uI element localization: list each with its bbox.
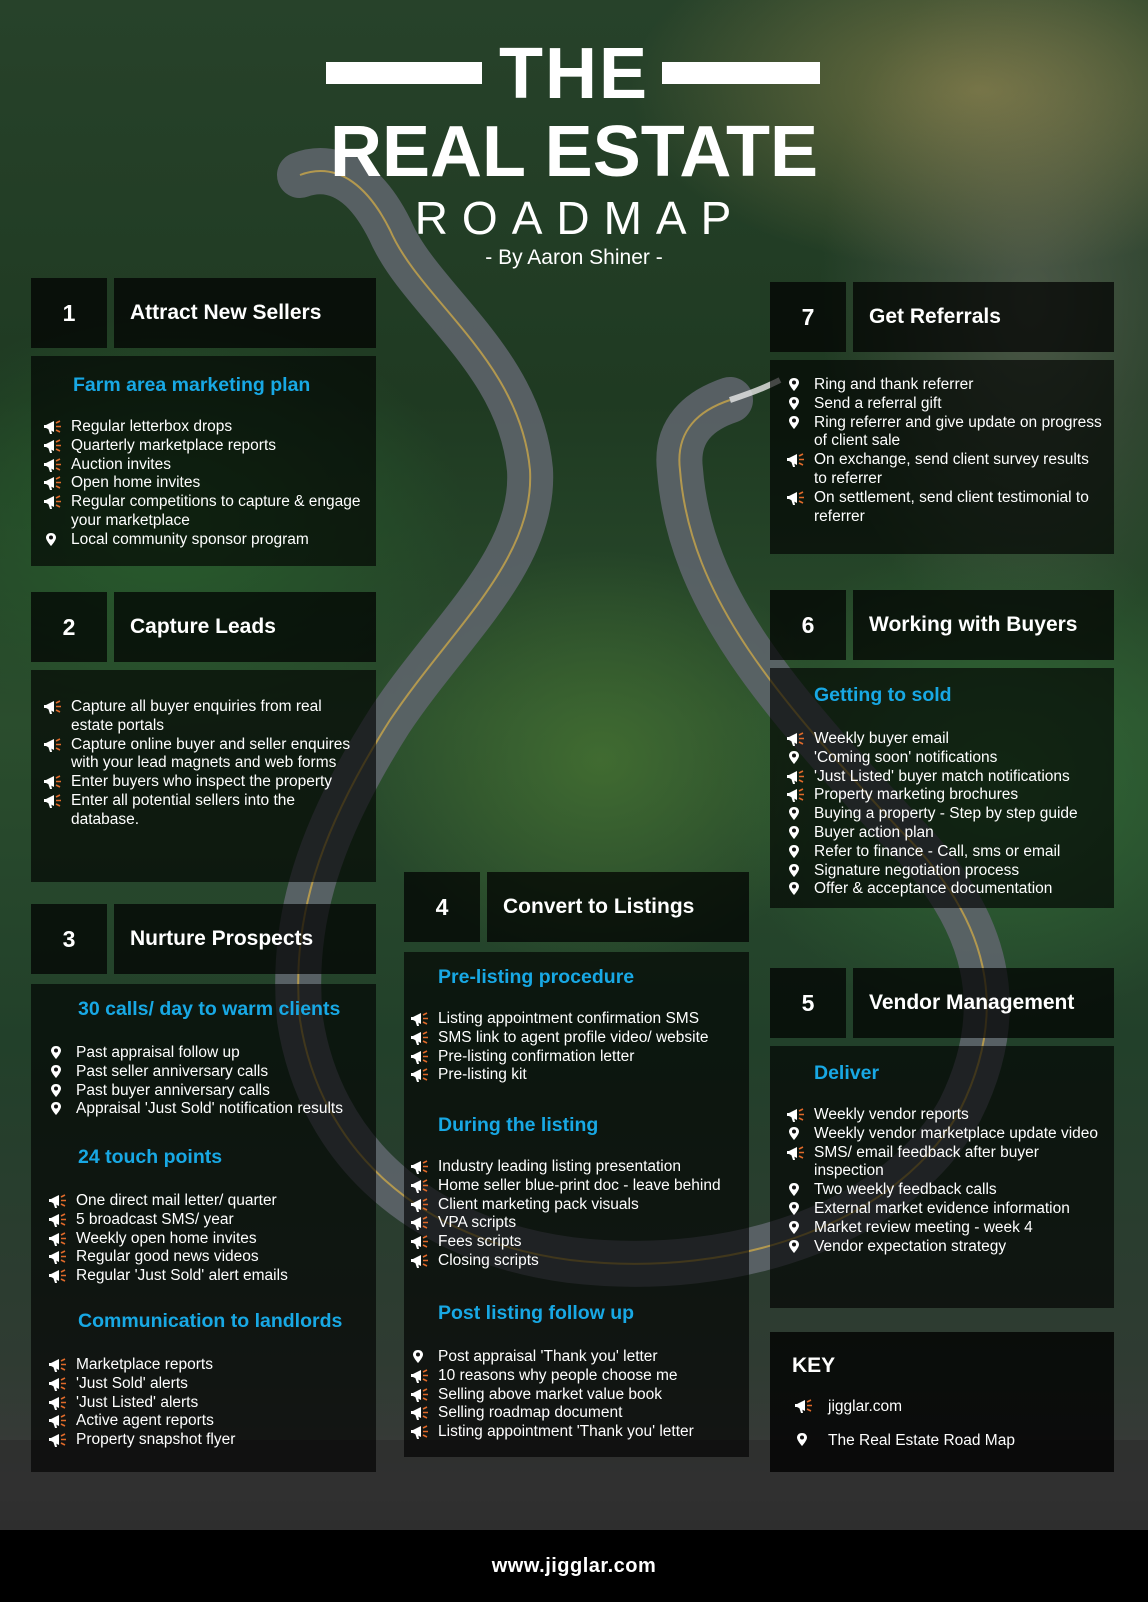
megaphone-icon bbox=[410, 1011, 430, 1028]
list-item bbox=[48, 1063, 373, 1082]
list-item-text: 'Just Listed' alerts bbox=[76, 1393, 199, 1411]
megaphone-icon bbox=[786, 1145, 806, 1162]
megaphone-icon bbox=[410, 1387, 430, 1404]
list-item-text: Appraisal 'Just Sold' notification results bbox=[76, 1100, 343, 1118]
list-item-text: 'Coming soon' notifications bbox=[814, 748, 998, 766]
list-item bbox=[43, 531, 368, 550]
section-7-title: Get Referrals bbox=[853, 282, 1114, 352]
section-3-list-2 bbox=[48, 1192, 373, 1286]
list-item bbox=[410, 1066, 746, 1085]
list-item bbox=[786, 730, 1111, 749]
section-6-panel bbox=[770, 668, 1114, 908]
pin-icon bbox=[48, 1045, 68, 1062]
section-6-title: Working with Buyers bbox=[853, 590, 1114, 660]
section-3-list-3 bbox=[48, 1356, 373, 1450]
megaphone-icon bbox=[43, 793, 63, 810]
list-item bbox=[410, 1404, 746, 1423]
list-item-text: Home seller blue-print doc - leave behind bbox=[438, 1176, 721, 1194]
pin-icon bbox=[786, 1182, 806, 1199]
pin-icon bbox=[786, 1220, 806, 1237]
section-1-panel bbox=[31, 356, 376, 566]
list-item-text: Client marketing pack visuals bbox=[438, 1195, 639, 1213]
megaphone-icon bbox=[794, 1398, 814, 1415]
megaphone-icon bbox=[48, 1268, 68, 1285]
section-4-list-1 bbox=[410, 1010, 746, 1085]
list-item-text: Regular letterbox drops bbox=[71, 418, 233, 435]
list-item-text: Ring and thank referrer bbox=[814, 376, 974, 393]
section-4-subtitle-1: Pre-listing procedure bbox=[438, 966, 635, 988]
list-item-text: Regular competitions to capture & engage your marketplace bbox=[71, 493, 361, 529]
pin-icon bbox=[794, 1432, 814, 1449]
pin-icon bbox=[786, 806, 806, 823]
title-the: THE bbox=[499, 34, 649, 114]
footer bbox=[0, 1530, 1148, 1602]
list-item bbox=[410, 1196, 746, 1215]
megaphone-icon bbox=[410, 1253, 430, 1270]
section-2-header bbox=[31, 592, 376, 662]
megaphone-icon bbox=[48, 1249, 68, 1266]
megaphone-icon bbox=[786, 787, 806, 804]
list-item-text: Regular good news videos bbox=[76, 1248, 259, 1266]
list-item-text: 'Just Listed' buyer match notifications bbox=[814, 767, 1070, 785]
list-item-text: Past buyer anniversary calls bbox=[76, 1081, 270, 1099]
section-2-panel bbox=[31, 670, 376, 882]
section-7-panel bbox=[770, 360, 1114, 554]
list-item bbox=[48, 1394, 373, 1413]
megaphone-icon bbox=[43, 438, 63, 455]
footer-url[interactable]: www.jigglar.com bbox=[491, 1554, 657, 1577]
list-item-text: Closing scripts bbox=[438, 1251, 539, 1269]
list-item bbox=[786, 376, 1106, 395]
list-item-text: SMS/ email feedback after buyer inspection bbox=[814, 1143, 1039, 1180]
list-item bbox=[48, 1431, 373, 1450]
list-item-text: Active agent reports bbox=[76, 1412, 214, 1430]
list-item-text: Buyer action plan bbox=[814, 823, 934, 841]
list-item bbox=[48, 1375, 373, 1394]
section-6-list bbox=[786, 730, 1111, 899]
megaphone-icon bbox=[410, 1197, 430, 1214]
list-item bbox=[786, 414, 1106, 452]
section-4-panel bbox=[404, 952, 749, 1457]
megaphone-icon bbox=[48, 1212, 68, 1229]
list-item-text: Two weekly feedback calls bbox=[814, 1181, 997, 1199]
pin-icon bbox=[786, 750, 806, 767]
list-item-text: Local community sponsor program bbox=[71, 530, 309, 548]
list-item bbox=[786, 1181, 1108, 1200]
section-1-header bbox=[31, 278, 376, 348]
list-item bbox=[48, 1192, 373, 1211]
section-4-title: Convert to Listings bbox=[487, 872, 749, 942]
list-item-text: Listing appointment 'Thank you' letter bbox=[438, 1423, 694, 1441]
list-item bbox=[48, 1082, 373, 1101]
list-item-text: Ring referrer and give update on progress of client sale bbox=[814, 413, 1102, 450]
section-7-list bbox=[786, 376, 1106, 526]
list-item bbox=[410, 1048, 746, 1067]
list-item-text: Offer & acceptance documentation bbox=[814, 880, 1053, 898]
list-item bbox=[786, 1125, 1108, 1144]
list-item bbox=[43, 456, 368, 475]
pin-icon bbox=[48, 1064, 68, 1081]
megaphone-icon bbox=[48, 1357, 68, 1374]
list-item-text: Capture online buyer and seller enquires with your lead magnets and web forms bbox=[71, 735, 351, 772]
list-item-text: On exchange, send client survey results to referrer bbox=[814, 451, 1089, 487]
megaphone-icon bbox=[410, 1067, 430, 1084]
list-item-text: Marketplace reports bbox=[76, 1356, 213, 1373]
list-item bbox=[786, 451, 1106, 489]
list-item bbox=[48, 1267, 373, 1286]
section-4-header bbox=[404, 872, 749, 942]
list-item-text: Weekly vendor reports bbox=[814, 1106, 969, 1123]
list-item-text: One direct mail letter/ quarter bbox=[76, 1192, 277, 1209]
list-item bbox=[786, 395, 1106, 414]
list-item bbox=[48, 1230, 373, 1249]
list-item-text: VPA scripts bbox=[438, 1214, 517, 1232]
list-item bbox=[786, 862, 1111, 881]
list-item bbox=[786, 1200, 1108, 1219]
megaphone-icon bbox=[410, 1030, 430, 1047]
section-1-number: 1 bbox=[31, 278, 107, 348]
list-item-text: Post appraisal 'Thank you' letter bbox=[438, 1348, 658, 1365]
pin-icon bbox=[786, 1239, 806, 1256]
list-item-text: Auction invites bbox=[71, 455, 171, 473]
megaphone-icon bbox=[410, 1159, 430, 1176]
megaphone-icon bbox=[48, 1413, 68, 1430]
list-item-text: Capture all buyer enquiries from real estate portals bbox=[71, 698, 322, 734]
megaphone-icon bbox=[786, 769, 806, 786]
list-item bbox=[786, 1219, 1108, 1238]
megaphone-icon bbox=[43, 494, 63, 511]
list-item bbox=[410, 1029, 746, 1048]
megaphone-icon bbox=[48, 1395, 68, 1412]
list-item bbox=[43, 736, 353, 774]
section-5-header bbox=[770, 968, 1114, 1038]
megaphone-icon bbox=[43, 475, 63, 492]
megaphone-icon bbox=[43, 699, 63, 716]
list-item bbox=[43, 792, 353, 830]
list-item bbox=[786, 843, 1111, 862]
list-item bbox=[410, 1177, 746, 1196]
list-item-text: Vendor expectation strategy bbox=[814, 1237, 1007, 1255]
list-item bbox=[786, 1106, 1108, 1125]
megaphone-icon bbox=[786, 490, 806, 507]
section-3-subtitle-2: 24 touch points bbox=[78, 1146, 223, 1168]
section-3-subtitle-1: 30 calls/ day to warm clients bbox=[78, 998, 341, 1020]
list-item bbox=[410, 1423, 746, 1442]
list-item-text: Past seller anniversary calls bbox=[76, 1062, 269, 1080]
list-item bbox=[48, 1100, 373, 1119]
list-item bbox=[410, 1367, 746, 1386]
list-item-text: 5 broadcast SMS/ year bbox=[76, 1210, 234, 1228]
section-5-subtitle: Deliver bbox=[814, 1062, 880, 1084]
list-item bbox=[48, 1412, 373, 1431]
list-item-text: Weekly buyer email bbox=[814, 730, 949, 747]
list-item bbox=[43, 773, 353, 792]
list-item bbox=[48, 1248, 373, 1267]
megaphone-icon bbox=[410, 1178, 430, 1195]
section-6-subtitle: Getting to sold bbox=[814, 684, 952, 706]
section-4-subtitle-3: Post listing follow up bbox=[438, 1302, 635, 1324]
megaphone-icon bbox=[43, 457, 63, 474]
list-item-text: Property snapshot flyer bbox=[76, 1431, 236, 1449]
key-label-pin: The Real Estate Road Map bbox=[828, 1432, 1015, 1449]
megaphone-icon bbox=[43, 419, 63, 436]
section-3-subtitle-3: Communication to landlords bbox=[78, 1310, 343, 1332]
list-item-text: Past appraisal follow up bbox=[76, 1044, 240, 1061]
section-4-list-2 bbox=[410, 1158, 746, 1271]
list-item-text: Send a referral gift bbox=[814, 394, 942, 412]
list-item-text: 10 reasons why people choose me bbox=[438, 1366, 678, 1384]
section-4-number: 4 bbox=[404, 872, 480, 942]
section-2-title: Capture Leads bbox=[114, 592, 376, 662]
megaphone-icon bbox=[43, 737, 63, 754]
pin-icon bbox=[48, 1083, 68, 1100]
list-item-text: Enter buyers who inspect the property bbox=[71, 773, 333, 791]
list-item bbox=[786, 489, 1106, 527]
section-7-number: 7 bbox=[770, 282, 846, 352]
list-item bbox=[43, 698, 353, 736]
pin-icon bbox=[786, 396, 806, 413]
pin-icon bbox=[786, 881, 806, 898]
list-item bbox=[786, 768, 1111, 787]
pin-icon bbox=[786, 377, 806, 394]
list-item-text: Property marketing brochures bbox=[814, 786, 1019, 804]
list-item bbox=[410, 1010, 746, 1029]
section-1-list bbox=[43, 418, 368, 550]
section-2-list bbox=[43, 698, 353, 830]
pin-icon bbox=[786, 844, 806, 861]
list-item bbox=[48, 1044, 373, 1063]
list-item bbox=[43, 418, 368, 437]
list-item bbox=[410, 1233, 746, 1252]
pin-icon bbox=[410, 1349, 430, 1366]
key-panel bbox=[770, 1332, 1114, 1472]
key-row-pin bbox=[794, 1432, 1015, 1450]
list-item-text: Buying a property - Step by step guide bbox=[814, 805, 1078, 823]
list-item bbox=[43, 437, 368, 456]
section-3-panel bbox=[31, 984, 376, 1472]
list-item bbox=[410, 1214, 746, 1233]
list-item-text: Weekly vendor marketplace update video bbox=[814, 1124, 1099, 1142]
section-3-header bbox=[31, 904, 376, 974]
section-3-title: Nurture Prospects bbox=[114, 904, 376, 974]
megaphone-icon bbox=[786, 452, 806, 469]
megaphone-icon bbox=[410, 1405, 430, 1422]
section-6-number: 6 bbox=[770, 590, 846, 660]
megaphone-icon bbox=[48, 1432, 68, 1449]
pin-icon bbox=[786, 863, 806, 880]
section-5-title: Vendor Management bbox=[853, 968, 1114, 1038]
megaphone-icon bbox=[786, 1107, 806, 1124]
list-item bbox=[786, 824, 1111, 843]
list-item-text: Pre-listing confirmation letter bbox=[438, 1047, 635, 1065]
list-item-text: SMS link to agent profile video/ website bbox=[438, 1028, 709, 1046]
list-item bbox=[48, 1211, 373, 1230]
key-title: KEY bbox=[792, 1354, 836, 1377]
megaphone-icon bbox=[410, 1234, 430, 1251]
section-1-subtitle: Farm area marketing plan bbox=[73, 374, 311, 396]
list-item bbox=[786, 880, 1111, 899]
megaphone-icon bbox=[410, 1424, 430, 1441]
list-item-text: Market review meeting - week 4 bbox=[814, 1218, 1033, 1236]
list-item bbox=[43, 493, 368, 531]
list-item bbox=[786, 1144, 1108, 1182]
section-6-header bbox=[770, 590, 1114, 660]
list-item-text: Fees scripts bbox=[438, 1233, 522, 1251]
pin-icon bbox=[786, 825, 806, 842]
byline: - By Aaron Shiner - bbox=[485, 246, 663, 269]
list-item bbox=[410, 1386, 746, 1405]
list-item-text: Enter all potential sellers into the database. bbox=[71, 791, 296, 828]
list-item bbox=[786, 1238, 1108, 1257]
section-3-list-1 bbox=[48, 1044, 373, 1119]
title-sub: ROADMAP bbox=[414, 192, 746, 244]
section-4-list-3 bbox=[410, 1348, 746, 1442]
key-label-megaphone: jigglar.com bbox=[828, 1398, 903, 1415]
list-item-text: On settlement, send client testimonial to referrer bbox=[814, 488, 1089, 525]
section-2-number: 2 bbox=[31, 592, 107, 662]
list-item-text: 'Just Sold' alerts bbox=[76, 1374, 188, 1392]
list-item-text: Industry leading listing presentation bbox=[438, 1158, 681, 1175]
megaphone-icon bbox=[410, 1368, 430, 1385]
title-main: REAL ESTATE bbox=[329, 112, 819, 192]
pin-icon bbox=[48, 1101, 68, 1118]
list-item bbox=[786, 805, 1111, 824]
list-item bbox=[43, 474, 368, 493]
list-item-text: Signature negotiation process bbox=[814, 861, 1020, 879]
list-item-text: Quarterly marketplace reports bbox=[71, 436, 277, 454]
pin-icon bbox=[786, 415, 806, 432]
list-item bbox=[48, 1356, 373, 1375]
key-row-megaphone bbox=[794, 1398, 902, 1416]
section-5-panel bbox=[770, 1046, 1114, 1308]
pin-icon bbox=[786, 1126, 806, 1143]
list-item-text: Pre-listing kit bbox=[438, 1066, 527, 1084]
list-item bbox=[410, 1158, 746, 1177]
megaphone-icon bbox=[43, 774, 63, 791]
megaphone-icon bbox=[410, 1215, 430, 1232]
list-item-text: External market evidence information bbox=[814, 1199, 1070, 1217]
list-item-text: Selling above market value book bbox=[438, 1385, 663, 1403]
list-item-text: Listing appointment confirmation SMS bbox=[438, 1010, 700, 1027]
section-7-header bbox=[770, 282, 1114, 352]
list-item-text: Open home invites bbox=[71, 474, 201, 492]
list-item-text: Regular 'Just Sold' alert emails bbox=[76, 1267, 288, 1285]
section-4-subtitle-2: During the listing bbox=[438, 1114, 599, 1136]
section-5-number: 5 bbox=[770, 968, 846, 1038]
list-item-text: Selling roadmap document bbox=[438, 1404, 623, 1422]
list-item bbox=[410, 1252, 746, 1271]
section-5-list bbox=[786, 1106, 1108, 1256]
list-item bbox=[410, 1348, 746, 1367]
megaphone-icon bbox=[48, 1231, 68, 1248]
megaphone-icon bbox=[48, 1376, 68, 1393]
list-item bbox=[786, 749, 1111, 768]
pin-icon bbox=[786, 1201, 806, 1218]
megaphone-icon bbox=[786, 731, 806, 748]
megaphone-icon bbox=[48, 1193, 68, 1210]
megaphone-icon bbox=[410, 1049, 430, 1066]
list-item bbox=[786, 786, 1111, 805]
section-3-number: 3 bbox=[31, 904, 107, 974]
list-item-text: Refer to finance - Call, sms or email bbox=[814, 842, 1061, 860]
pin-icon bbox=[43, 532, 63, 549]
list-item-text: Weekly open home invites bbox=[76, 1229, 257, 1247]
section-1-title: Attract New Sellers bbox=[114, 278, 376, 348]
